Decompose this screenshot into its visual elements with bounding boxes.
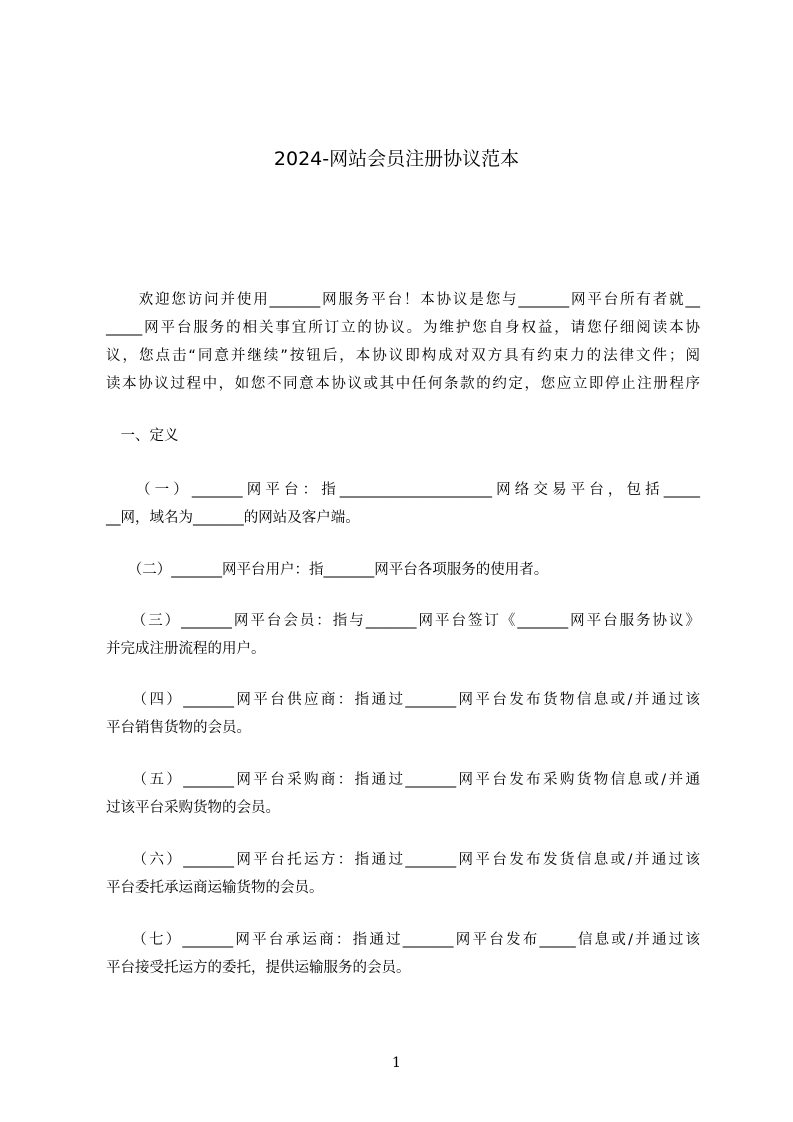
clause-line: 平台接受托运方的委托，提供运输服务的会员。: [106, 960, 411, 976]
clause-line: （六）_______网平台托运方：指通过_______网平台发布发货信息或/并通过该: [106, 852, 700, 868]
clause-line: （三）_______网平台会员：指与_______网平台签订《_______网平台服务协议》: [106, 613, 700, 629]
clause-line: __网，域名为_______的网站及客户端。: [106, 510, 360, 526]
intro-line: 议，您点击“同意并继续”按钮后，本协议即构成对双方具有约束力的法律文件；阅: [106, 348, 700, 364]
clause-line: 并完成注册流程的用户。: [106, 641, 266, 657]
clause-line: （七）_______网平台承运商：指通过_______网平台发布_____信息或/并通过该: [106, 932, 700, 948]
clause-line: （五）_______网平台采购商：指通过_______网平台发布采购货物信息或/并通: [106, 772, 700, 788]
clause-line: 平台委托承运商运输货物的会员。: [106, 880, 324, 896]
clause-line: （一）_______网平台：指_____________________网络交易平台，包括_____: [106, 482, 700, 498]
section-heading: 一、定义: [106, 428, 179, 444]
intro-line: 欢迎您访问并使用_______网服务平台！本协议是您与_______网平台所有者就__: [106, 292, 700, 308]
document-title: 2024-网站会员注册协议范本: [273, 148, 520, 170]
page-number: 1: [392, 1055, 401, 1071]
clause-line: 过该平台采购货物的会员。: [106, 800, 280, 816]
clause-line: 平台销售货物的会员。: [106, 720, 251, 736]
intro-line: 读本协议过程中，如您不同意本协议或其中任何条款的约定，您应立即停止注册程序: [106, 376, 700, 392]
clause-line: （二）_______网平台用户：指_______网平台各项服务的使用者。: [106, 562, 549, 578]
intro-line: _____网平台服务的相关事宜所订立的协议。为维护您自身权益，请您仔细阅读本协: [106, 320, 700, 336]
clause-line: （四）_______网平台供应商：指通过_______网平台发布货物信息或/并通过该: [106, 692, 700, 708]
